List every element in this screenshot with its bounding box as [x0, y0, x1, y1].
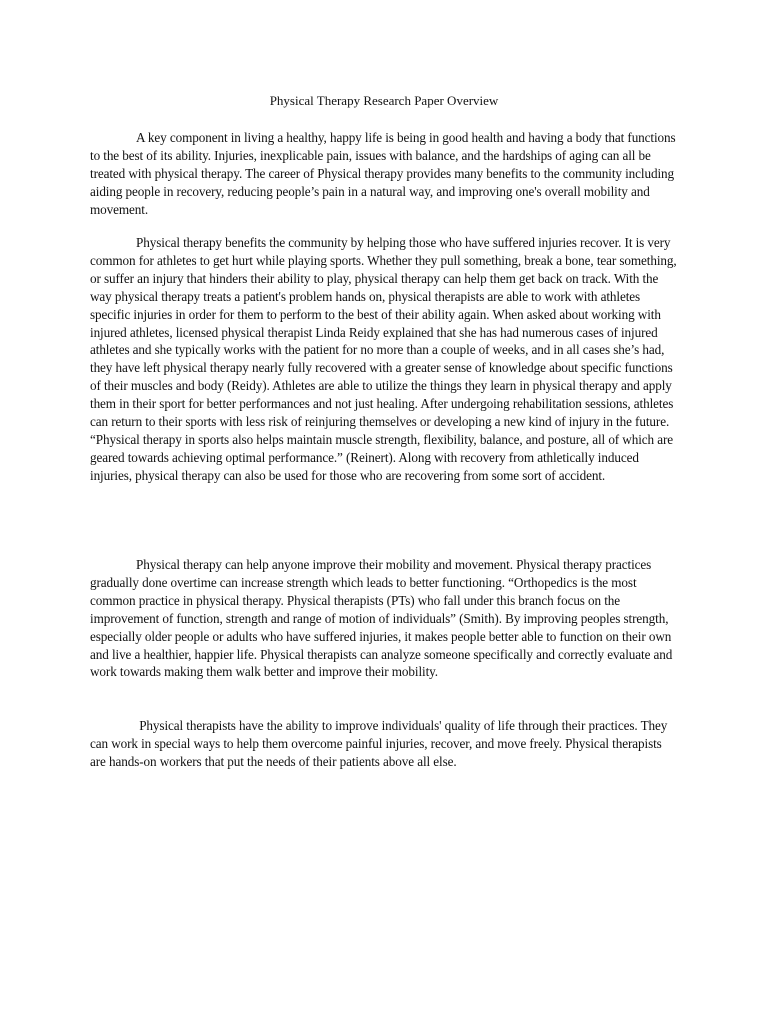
- document-title: Physical Therapy Research Paper Overview: [269, 93, 499, 108]
- paragraph-3: [90, 556, 678, 681]
- paragraph-2-text: Physical therapy benefits the community by helping those who have suffered injuries recover. It is very common for athletes to get hurt while playing sports. Whether they pull something, break a bone, tear something, or suffer an injury that hinders their ability to play, physical therapy can help them get back on track. With the way physical therapy treats a patient's problem hands on, physical therapists are able to work with athletes specific injuries in order for them to perform to the best of their ability again. When asked about working with injured athletes, licensed physical therapist Linda Reidy explained that she has had numerous cases of injured athletes and she typically works with the patient for no more than a couple of weeks, and in all cases she’s had, they have left physical therapy nearly fully recovered with a greater sense of knowledge about specific functions of their muscles and body (Reidy). Athletes are able to utilize the things they learn in physical therapy and apply them in their sport for better performances and not just healing. After undergoing rehabilitation sessions, athletes can return to their sports with less risk of reinjuring themselves or developing a new kind of injury in the future. “Physical therapy in sports also helps maintain muscle strength, flexibility, balance, and posture, all of which are geared towards achieving optimal performance.” (Reinert). Along with recovery from athletically induced injuries, physical therapy can also be used for those who are recovering from some sort of accident.: [90, 235, 677, 483]
- paragraph-1: [90, 129, 678, 219]
- paragraph-2: [90, 234, 678, 485]
- paragraph-3-text: Physical therapy can help anyone improve their mobility and movement. Physical therapy practices gradually done overtime can increase strength which leads to better functioning. “Orthopedics is the most common practice in physical therapy. Physical therapists (PTs) who fall under this branch focus on the improvement of function, strength and range of motion of individuals” (Smith). By improving peoples strength, especially older people or adults who have suffered injuries, it makes people better able to function on their own and live a healthier, happier life. Physical therapists can analyze someone specifically and correctly evaluate and work towards making them walk better and improve their mobility.: [90, 557, 673, 680]
- paragraph-1-text: A key component in living a healthy, happy life is being in good health and having a body that functions to the best of its ability. Injuries, inexplicable pain, issues with balance, and the hardships of aging can all be treated with physical therapy. The career of Physical therapy provides many benefits to the community including aiding people in recovery, reducing people’s pain in a natural way, and improving one's overall mobility and movement.: [90, 130, 676, 217]
- paragraph-4-text: Physical therapists have the ability to improve individuals' quality of life through their practices. They can work in special ways to help them overcome painful injuries, recover, and move freely. Physical therapists are hands-on workers that put the needs of their patients above all else.: [90, 718, 668, 769]
- paragraph-4: [90, 717, 678, 771]
